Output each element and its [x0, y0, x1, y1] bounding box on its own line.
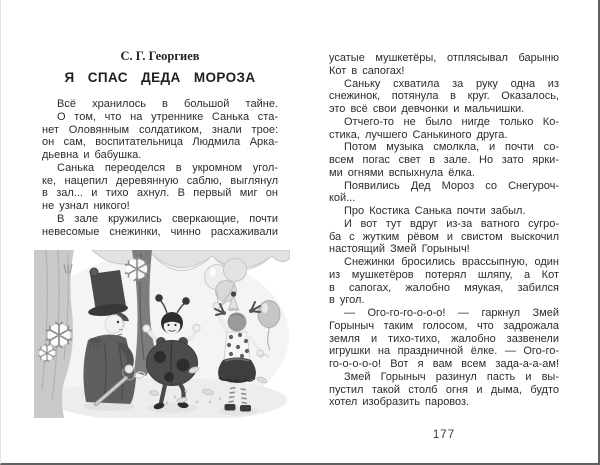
text-line: он сам, воспитательница Людмила Арка-	[42, 136, 278, 149]
text-line: стика, лучшего Санькиного друга.	[329, 128, 508, 141]
text-line: всем погас свет в зале. Но зато ярки-	[329, 154, 559, 166]
text-line: в зал... и тихо ахнул. В первый миг он	[42, 187, 278, 200]
text-line: Кот в сапогах!	[329, 64, 405, 77]
story-title: Я СПАС ДЕДА МОРОЗА	[64, 70, 256, 85]
text-line: не узнал никого!	[42, 200, 130, 212]
text-line: это всё свои девчонки и мальчишки.	[329, 103, 525, 115]
text-line: Про Костика Санька почти забыл.	[344, 205, 526, 217]
text-line: Всё хранилось в большой тайне.	[57, 98, 278, 110]
text-line: невесомые снежинки, чинно расхаживали	[42, 225, 278, 238]
text-line: ке, нацепил деревянную саблю, выглянул	[42, 174, 278, 187]
text-line: нет Оловянным солдатиком, знали трое:	[42, 123, 278, 136]
right-column	[329, 0, 559, 463]
text-line: Змей Горыныч разинул пасть и вы-	[344, 370, 559, 383]
text-line: настоящий Змей Горыныч!	[329, 243, 470, 256]
illustration	[34, 250, 290, 418]
text-line: О том, что на утреннике Санька ста-	[57, 110, 278, 123]
text-line: Отчего-то не было нигде только Ко-	[344, 115, 559, 128]
text-line: В зале кружились сверкающие, почти	[57, 212, 278, 225]
text-line: хотел изобразить паровоз.	[329, 396, 470, 409]
text-line: снежинок, потянула в круг. Оказалось,	[329, 90, 559, 103]
snowflake-icon	[126, 258, 149, 281]
text-line: Появились Дед Мороз со Снегуроч-	[344, 179, 559, 192]
text-line: ба с жутким рёвом и свистом выскочил	[329, 230, 559, 243]
text-line: И вот тут вдруг из-за ватного сугро-	[344, 217, 559, 230]
text-line: усатые мушкетёры, отплясывал барыню	[329, 52, 559, 64]
text-line: земля и тихо-тихо, жалобно зазвенели	[329, 332, 559, 345]
illustration-svg	[34, 250, 290, 418]
text-line: кой...	[329, 192, 356, 205]
text-line: Горыныч таким голосом, что задрожала	[329, 319, 559, 332]
text-line: пустил такой столб огня и дыма, будто	[329, 383, 559, 396]
snowflake-icon	[47, 323, 72, 348]
text-line: в угол.	[329, 294, 365, 307]
text-line: Снежинки бросились врассыпную, один	[344, 256, 559, 268]
author-name: С. Г. Георгиев	[120, 49, 200, 63]
right-column-text	[329, 52, 559, 409]
page-number: 177	[432, 429, 456, 441]
snowflake-icon	[39, 345, 56, 362]
left-column-text	[42, 98, 278, 238]
text-line: из мушкетёров потерял шляпу, а Кот	[329, 268, 559, 281]
text-line: Потом музыка смолкла, и почти со-	[344, 141, 559, 154]
text-line: игрушки на праздничной ёлке. — Ого-го-	[329, 345, 559, 358]
text-line: го-о-о-о-о! Вот я вам всем зада-а-а-ам!	[329, 358, 559, 370]
text-line: ми огнями вспыхнула ёлка.	[329, 166, 475, 179]
text-line: Санька переоделся в укромном угол-	[57, 161, 278, 174]
text-line: дьевна и бабушка.	[42, 149, 142, 161]
text-line: Саньку схватила за руку одна из	[344, 77, 559, 90]
text-line: — Ого-го-го-о-о-о! — гаркнул Змей	[344, 307, 559, 319]
text-line: в сапогах, жалобно мяукая, забился	[329, 281, 559, 294]
